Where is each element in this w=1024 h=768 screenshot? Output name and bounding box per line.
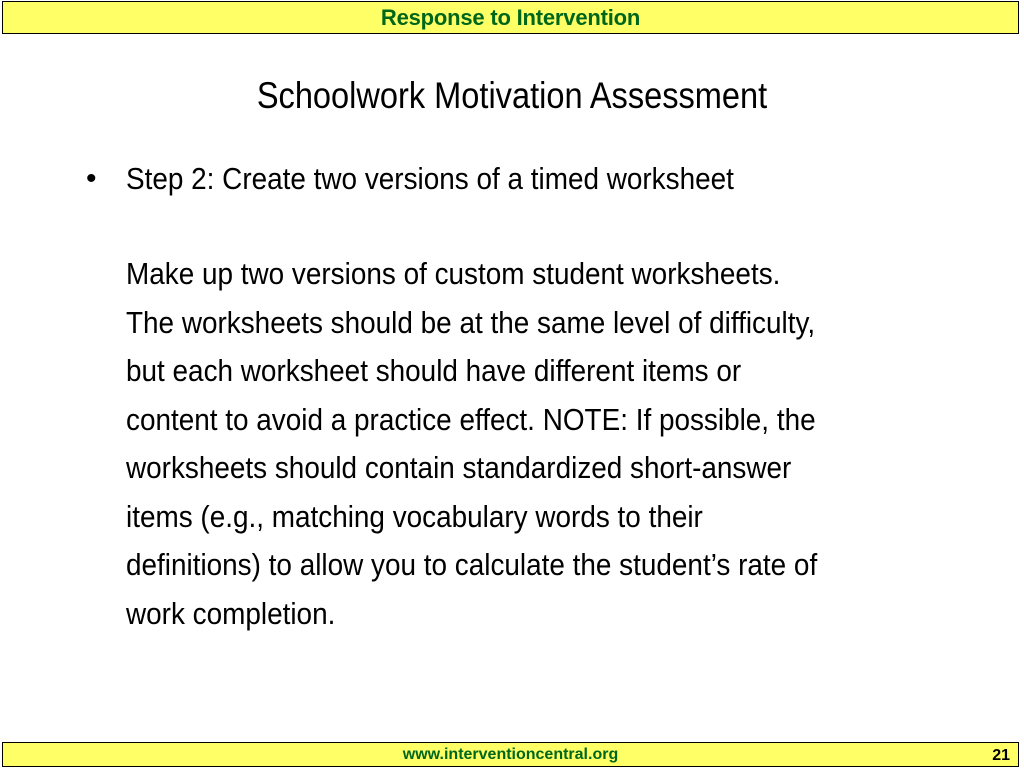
header-banner	[2, 1, 1019, 34]
footer-banner	[2, 742, 1019, 767]
body-line: but each worksheet should have different items or	[126, 353, 742, 388]
slide-title: Schoolwork Motivation Assessment	[256, 75, 768, 116]
body-line: work completion.	[126, 595, 336, 631]
body-line: content to avoid a practice effect. NOTE: If possible, the	[126, 401, 816, 437]
bullet-icon: •	[86, 162, 97, 195]
body-line: worksheets should contain standardized short-answer	[126, 450, 792, 485]
footer-url-link[interactable]: www.interventioncentral.org	[402, 745, 619, 763]
bullet-heading: Step 2: Create two versions of a timed worksheet	[126, 161, 734, 196]
header-banner-title: Response to Intervention	[380, 4, 641, 30]
body-paragraph	[126, 250, 945, 638]
body-line: Make up two versions of custom student worksheets.	[126, 256, 781, 291]
body-line: definitions) to allow you to calculate the student’s rate of	[126, 547, 818, 582]
page-number: 21	[992, 746, 1010, 764]
body-line: items (e.g., matching vocabulary words to their	[126, 498, 703, 534]
body-line: The worksheets should be at the same level of difficulty,	[126, 304, 816, 340]
